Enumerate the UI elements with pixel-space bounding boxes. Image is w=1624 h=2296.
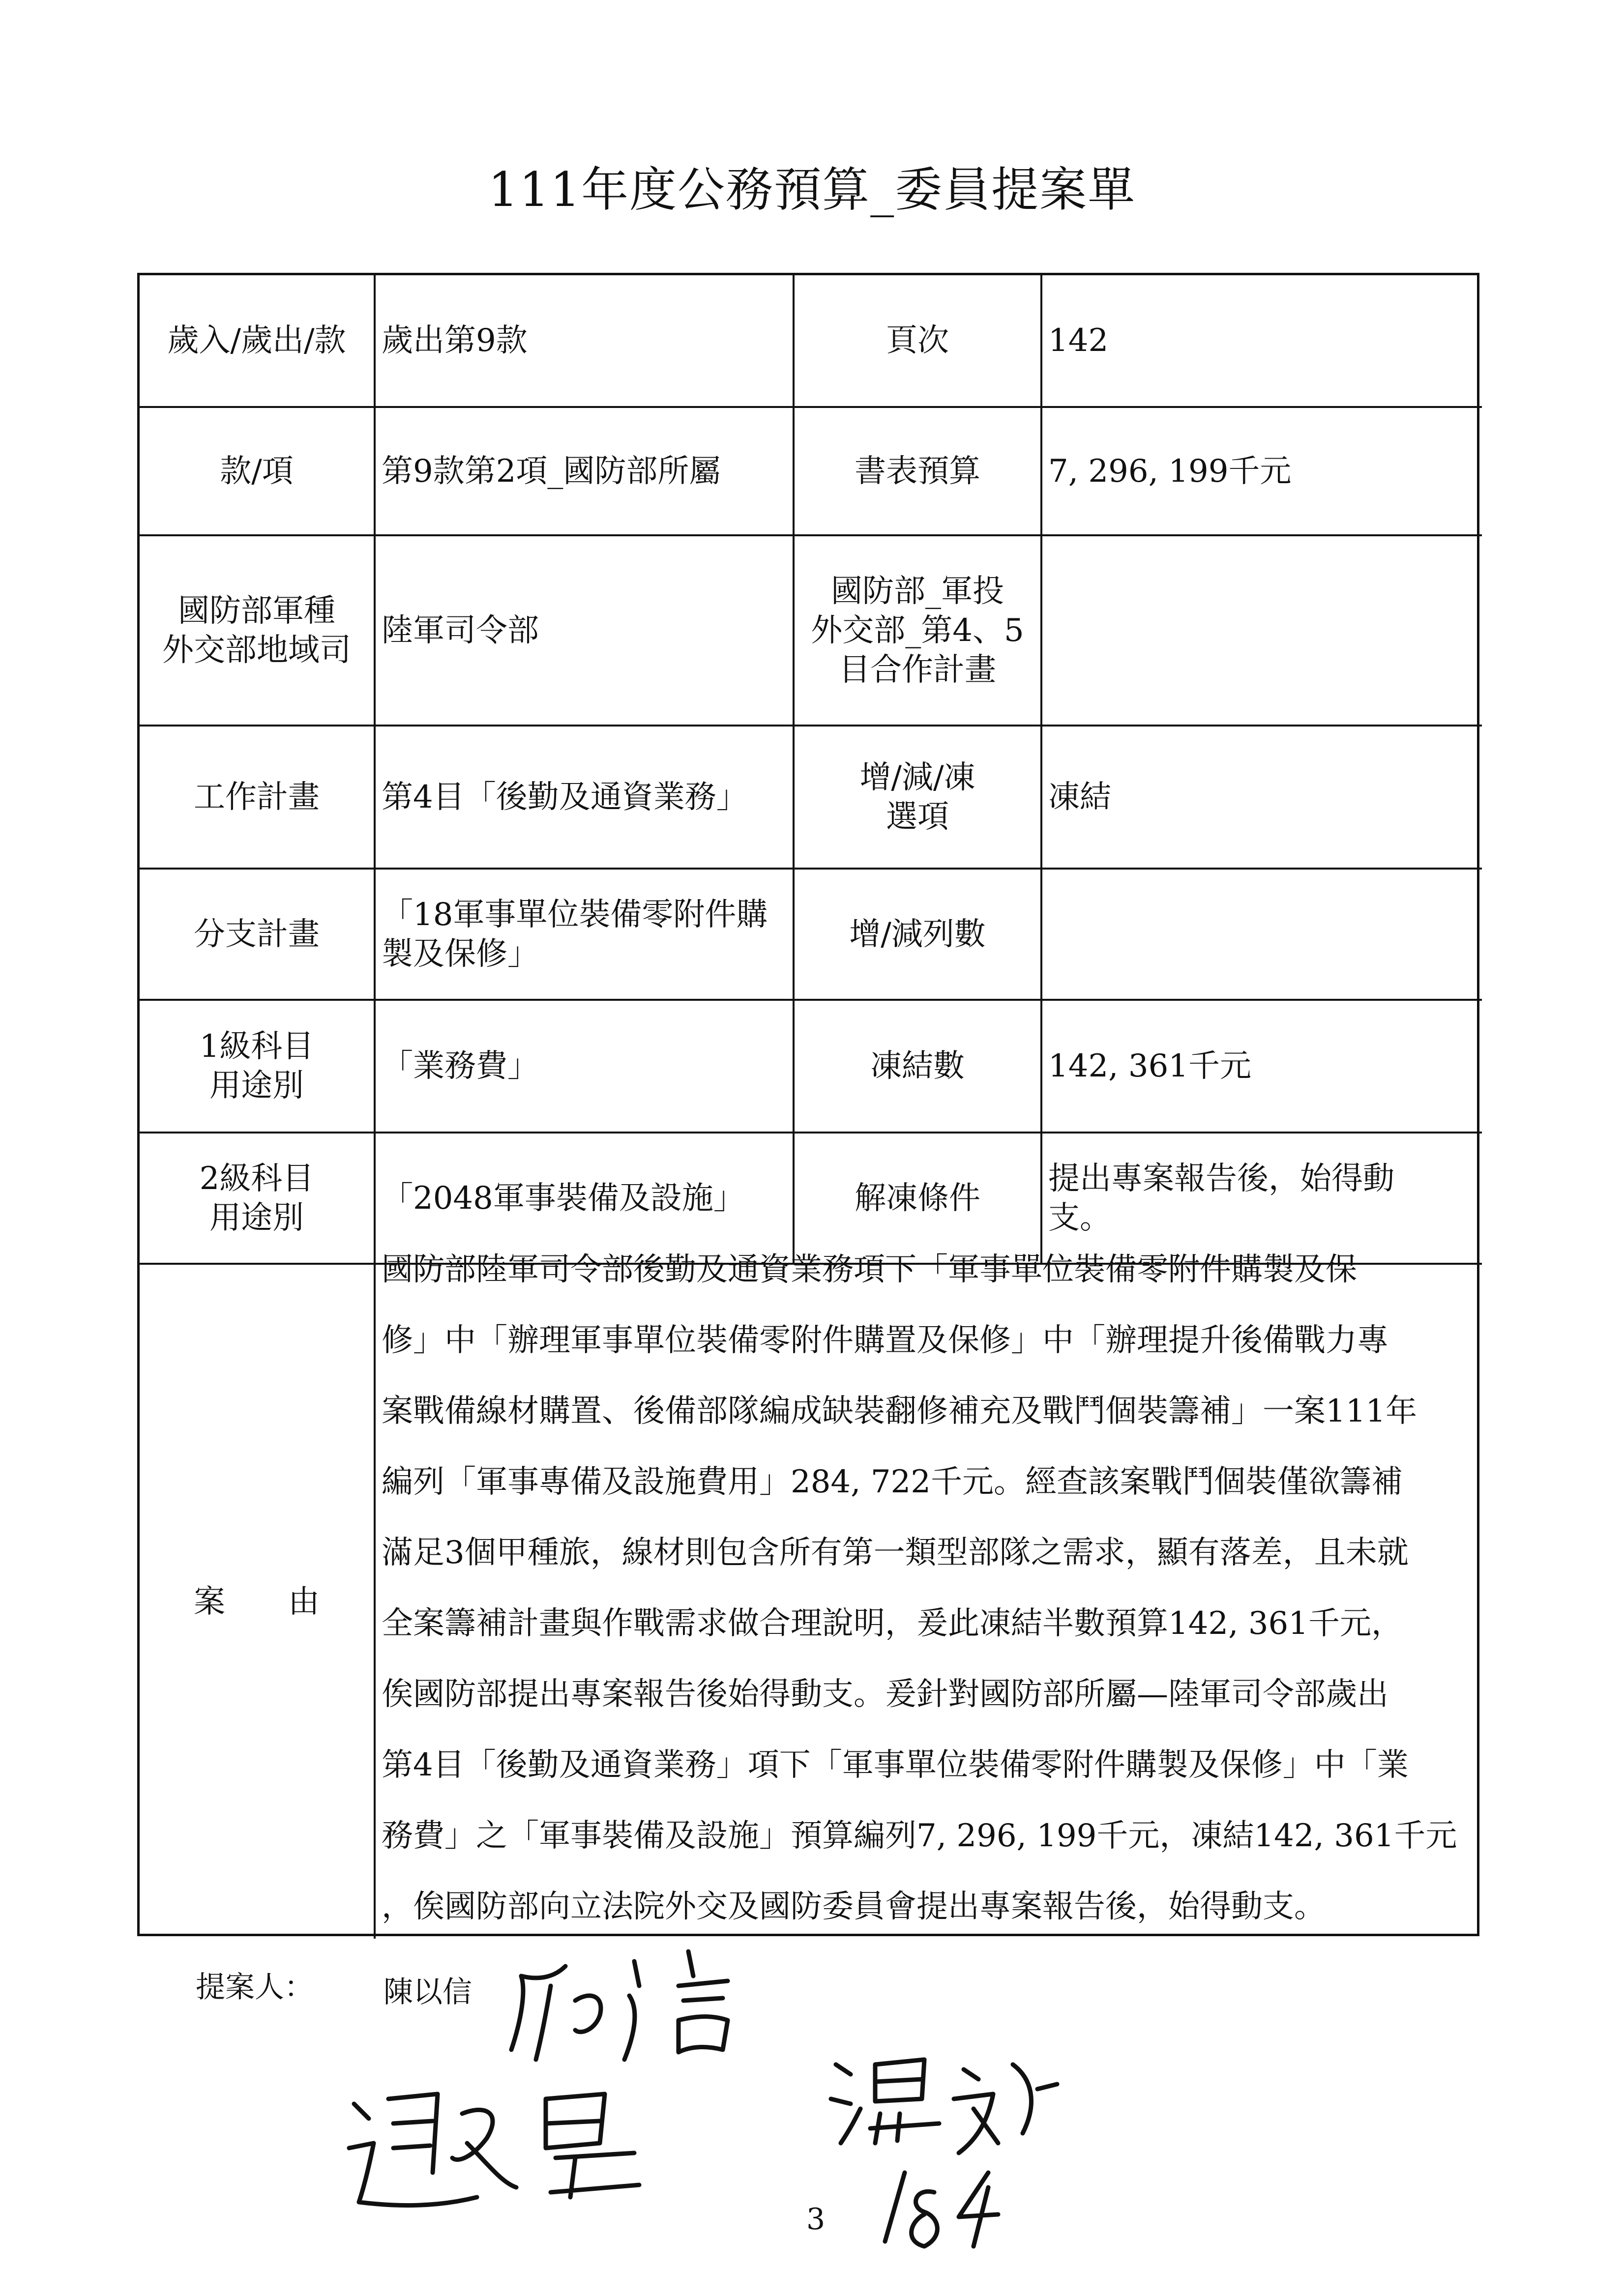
field-value [376,727,795,870]
page-title: 111年度公務預算_委員提案單 [488,162,1136,217]
field-value-text: 7, 296, 199千元 [1048,453,1292,490]
field-label [140,727,376,870]
field-value-text: 第9款第2項_國防部所屬 [382,453,721,490]
field-label [795,870,1042,1001]
field-label [140,1001,376,1133]
field-value-text: 第4目「後勤及通資業務」 [382,779,748,815]
field-label [795,1001,1042,1133]
reason-line: ，俟國防部向立法院外交及國防委員會提出專案報告後，始得動支。 [382,1889,1326,1925]
field-value [376,536,795,727]
signature-wen-yuxia [826,2045,1101,2251]
field-value-text: 歲出第9款 [382,322,528,359]
field-value [376,870,795,1001]
field-value [376,1001,795,1133]
reason-line: 編列「軍事專備及設施費用」284, 722千元。經查該案戰鬥個裝僅欲籌補 [382,1464,1403,1500]
field-label-text: 款/項 [220,453,294,490]
proposal-table [137,273,1479,1936]
reason-line: 滿足3個甲種旅，線材則包含所有第一類型部隊之需求，顯有落差，且未就 [382,1535,1409,1571]
field-label-text: 凍結數 [870,1048,965,1084]
field-label-text: 增/減列數 [849,916,986,953]
field-value-text: 提出專案報告後，始得動 支。 [1048,1160,1394,1236]
reason-line: 俟國防部提出專案報告後始得動支。爰針對國防部所屬—陸軍司令部歲出 [382,1676,1388,1713]
field-label-text: 解凍條件 [855,1180,980,1217]
field-label [140,1133,376,1265]
field-value-text: 「2048軍事裝備及設施」 [382,1180,745,1217]
field-label-text: 歲入/歲出/款 [167,322,346,359]
page-number: 3 [806,2202,826,2237]
field-label-text: 國防部軍種 外交部地域司 [162,592,351,668]
reason-label [140,1265,376,1939]
field-label [795,727,1042,870]
field-value-text: 凍結 [1048,779,1111,815]
field-value [1042,536,1482,727]
field-label [140,870,376,1001]
field-value-text: 陸軍司令部 [382,612,539,649]
reason-text [376,1245,1478,1953]
field-label [795,536,1042,727]
field-value-text: 142, 361千元 [1048,1048,1251,1084]
signature-fei-hongtai [339,2084,659,2232]
reason-line: 第4目「後勤及通資業務」項下「軍事單位裝備零附件購製及保修」中「業 [382,1747,1409,1783]
field-label-text: 工作計畫 [194,779,320,815]
field-value-text: 「業務費」 [382,1048,539,1084]
field-label [140,275,376,408]
field-label-text: 頁次 [886,322,949,359]
proposer-label: 提案人： [196,1970,314,2005]
field-value [1042,727,1482,870]
field-value [376,275,795,408]
reason-line: 國防部陸軍司令部後勤及通資業務項下「軍事單位裝備零附件購製及保 [382,1251,1357,1288]
reason-line: 案戰備線材購置、後備部隊編成缺裝翻修補充及戰鬥個裝籌補」一案111年 [382,1393,1417,1429]
reason-line: 修」中「辦理軍事單位裝備零附件購置及保修」中「辦理提升後備戰力專 [382,1322,1388,1359]
field-label-text: 2級科目 用途別 [199,1160,314,1236]
field-label-text: 分支計畫 [194,916,320,953]
proposer-name: 陳以信 [384,1975,472,2009]
reason-line: 全案籌補計畫與作戰需求做合理說明，爰此凍結半數預算142, 361千元， [382,1605,1403,1642]
field-label [140,408,376,536]
field-value [376,408,795,536]
field-label-text: 國防部_軍投 外交部_第4、5 目合作計畫 [811,573,1024,688]
field-label [140,536,376,727]
field-label [795,408,1042,536]
field-label-text: 書表預算 [855,453,980,490]
field-value [1042,1001,1482,1133]
reason-line: 務費」之「軍事裝備及設施」預算編列7, 296, 199千元，凍結142, 361千元 [382,1818,1457,1854]
reason-label-text: 案 由 [194,1583,320,1620]
field-value-text: 「18軍事單位裝備零附件購 製及保修」 [382,896,768,972]
field-label [795,275,1042,408]
field-value [1042,408,1482,536]
field-label-text: 增/減/凍 選項 [859,759,975,835]
signature-chen-yixin [492,1947,846,2074]
field-value [1042,870,1482,1001]
field-value-text: 142 [1048,322,1109,359]
field-value [1042,275,1482,408]
field-label-text: 1級科目 用途別 [199,1028,314,1104]
